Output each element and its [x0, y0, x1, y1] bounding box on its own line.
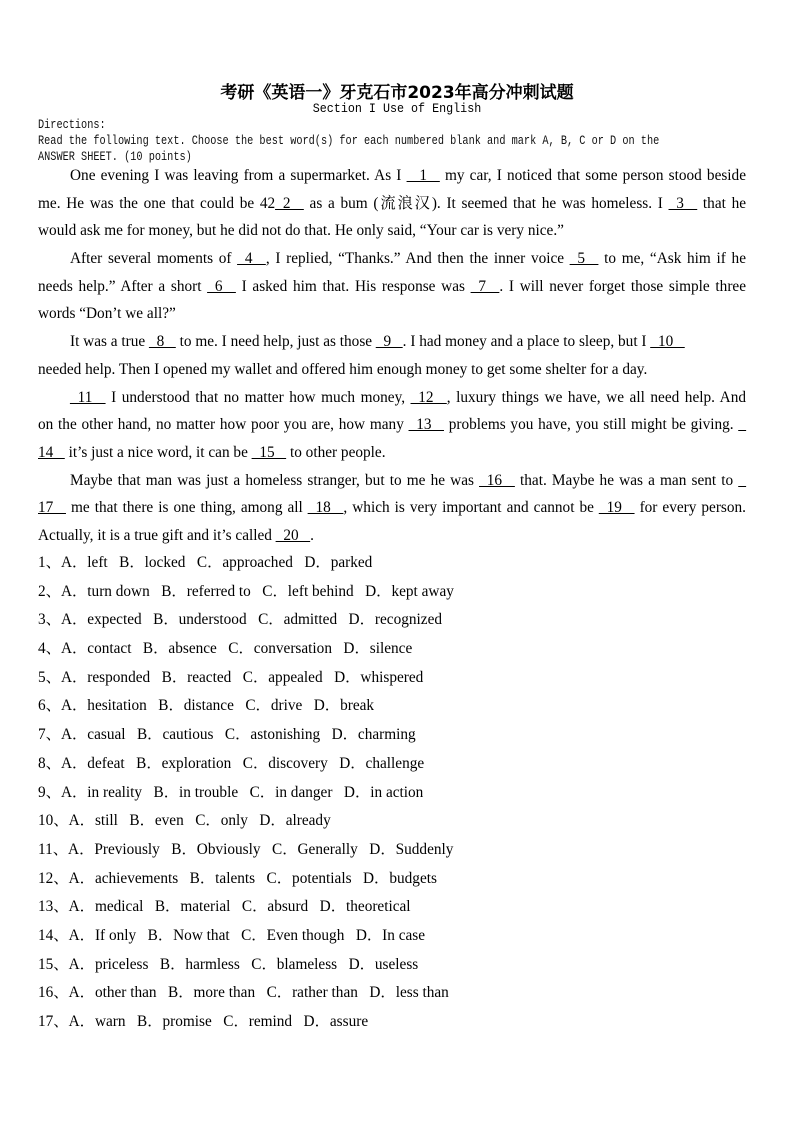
question-options: 10、A．still B．even C．only D．already	[38, 812, 331, 830]
passage-line	[38, 411, 746, 439]
passage-text: , which is very important and cannot be	[343, 499, 599, 517]
exam-title: 考研《英语一》牙克石市2023年高分冲刺试题	[220, 83, 574, 103]
directions-label: Directions:	[38, 118, 106, 132]
numbered-blank: _11_	[70, 388, 106, 406]
question-options: 9、A．in reality B．in trouble C．in danger D．in action	[38, 783, 424, 801]
passage-line	[38, 273, 746, 301]
passage-line	[38, 162, 746, 190]
question-options: 5、A．responded B．reacted C．appealed D．whispered	[38, 668, 424, 686]
numbered-blank: _5_	[569, 250, 599, 268]
passage-text: my car, I noticed that some person stood beside	[439, 167, 746, 184]
passage-text: I understood that no matter how much money,	[105, 388, 411, 406]
numbered-blank: _1_	[406, 167, 440, 184]
question-options: 14、A．If only B．Now that C．Even though D．In case	[38, 926, 426, 944]
numbered-blank: _	[738, 471, 746, 489]
numbered-blank: _12_	[410, 388, 447, 406]
directions-line: Read the following text. Choose the best word(s) for each numbered blank and mark A, B, C or D on the	[38, 134, 660, 148]
passage-line	[38, 439, 746, 467]
passage-text: needed help. Then I opened my wallet and offered him enough money to get some shelter for a day.	[38, 360, 648, 378]
numbered-blank: 14_	[38, 443, 65, 461]
passage-text: for every person.	[634, 499, 747, 517]
passage-text: needs help.” After a short	[38, 277, 208, 295]
numbered-blank: _6_	[207, 277, 236, 295]
passage-line	[38, 384, 746, 412]
passage-text: on the other hand, no matter how poor you are, how many	[38, 416, 409, 434]
question-options: 16、A．other than B．more than C．rather than D．less than	[38, 984, 449, 1002]
numbered-blank: _8_	[149, 333, 176, 351]
passage-line	[38, 328, 746, 356]
numbered-blank: _15_	[251, 443, 287, 461]
passage-text: would ask me for money, but he did not do that. He only said, “Your car is very nice.”	[38, 222, 564, 240]
question-options: 13、A．medical B．material C．absurd D．theoretical	[38, 898, 411, 916]
numbered-blank: 17_	[38, 499, 66, 517]
numbered-blank: _7_	[470, 277, 500, 295]
passage-line	[38, 190, 746, 218]
numbered-blank: _9_	[375, 333, 403, 351]
question-options: 3、A．expected B．understood C．admitted D．recognized	[38, 611, 443, 629]
passage-text: as a bum (流浪汉). It seemed that he was homeless. I	[303, 194, 669, 212]
passage-text: Maybe that man was just a homeless stranger, but to me he was	[70, 471, 480, 489]
question-options: 12、A．achievements B．talents C．potentials D．budgets	[38, 869, 437, 887]
numbered-blank: _	[738, 416, 747, 434]
numbered-blank: _16_	[479, 471, 515, 489]
section-heading: Section I Use of English	[312, 101, 482, 116]
question-options: 8、A．defeat B．exploration C．discovery D．challenge	[38, 754, 425, 772]
passage-text: words “Don’t we all?”	[38, 305, 176, 323]
passage-line	[38, 245, 746, 273]
passage-text: me that there is one thing, among all	[65, 499, 308, 517]
passage-text: One evening I was leaving from a supermarket. As I	[70, 167, 407, 184]
passage-line	[38, 356, 746, 384]
question-options: 6、A．hesitation B．distance C．drive D．break	[38, 697, 375, 715]
passage-text: Actually, it is a true gift and it’s called	[38, 526, 276, 544]
passage-text: to other people.	[286, 443, 386, 461]
passage-text: to me, “Ask him if he	[598, 250, 746, 268]
passage-text: After several moments of	[70, 250, 238, 268]
passage-text: that he	[697, 194, 747, 212]
passage-text: It was a true	[70, 333, 150, 351]
passage-text: I asked him that. His response was	[235, 277, 471, 295]
question-options: 2、A．turn down B．referred to C．left behind D．kept away	[38, 582, 454, 600]
passage-text: it’s just a nice word, it can be	[64, 443, 252, 461]
question-options: 1、A．left B．locked C．approached D．parked	[38, 554, 373, 571]
numbered-blank: _18_	[307, 499, 344, 517]
passage-text: to me. I need help, just as those	[175, 333, 376, 351]
passage-text: me. He was the one that could be 42	[38, 194, 276, 212]
answer-options	[38, 549, 454, 1037]
numbered-blank: _10_	[650, 333, 685, 351]
question-options: 4、A．contact B．absence C．conversation D．silence	[38, 640, 413, 658]
passage-line	[38, 300, 746, 328]
question-options: 7、A．casual B．cautious C．astonishing D．charming	[38, 726, 416, 744]
numbered-blank: _13_	[408, 416, 444, 434]
passage-line	[38, 467, 746, 495]
passage-line	[38, 522, 746, 550]
passage-text: , luxury things we have, we all need help. And	[446, 388, 746, 406]
numbered-blank: _20_	[275, 526, 311, 544]
passage-line	[38, 494, 746, 522]
numbered-blank: _3_	[668, 194, 698, 212]
directions-line: ANSWER SHEET. (10 points)	[38, 150, 192, 164]
passage-text: , I replied, “Thanks.” And then the inner voice	[265, 250, 570, 268]
passage-text: . I had money and a place to sleep, but I	[402, 333, 651, 351]
passage-text: . I will never forget those simple three	[499, 277, 746, 295]
numbered-blank: _2_	[275, 194, 304, 212]
numbered-blank: _19_	[598, 499, 635, 517]
cloze-passage	[38, 162, 746, 550]
question-options: 15、A．priceless B．harmless C．blameless D．useless	[38, 955, 419, 973]
numbered-blank: _4_	[237, 250, 266, 268]
passage-text: problems you have, you still might be giving.	[443, 416, 739, 434]
passage-text: .	[310, 526, 314, 544]
passage-line	[38, 217, 746, 245]
passage-text: that. Maybe he was a man sent to	[514, 471, 739, 489]
question-options: 11、A．Previously B．Obviously C．Generally D．Suddenly	[38, 840, 454, 858]
question-options: 17、A．warn B．promise C．remind D．assure	[38, 1013, 369, 1030]
